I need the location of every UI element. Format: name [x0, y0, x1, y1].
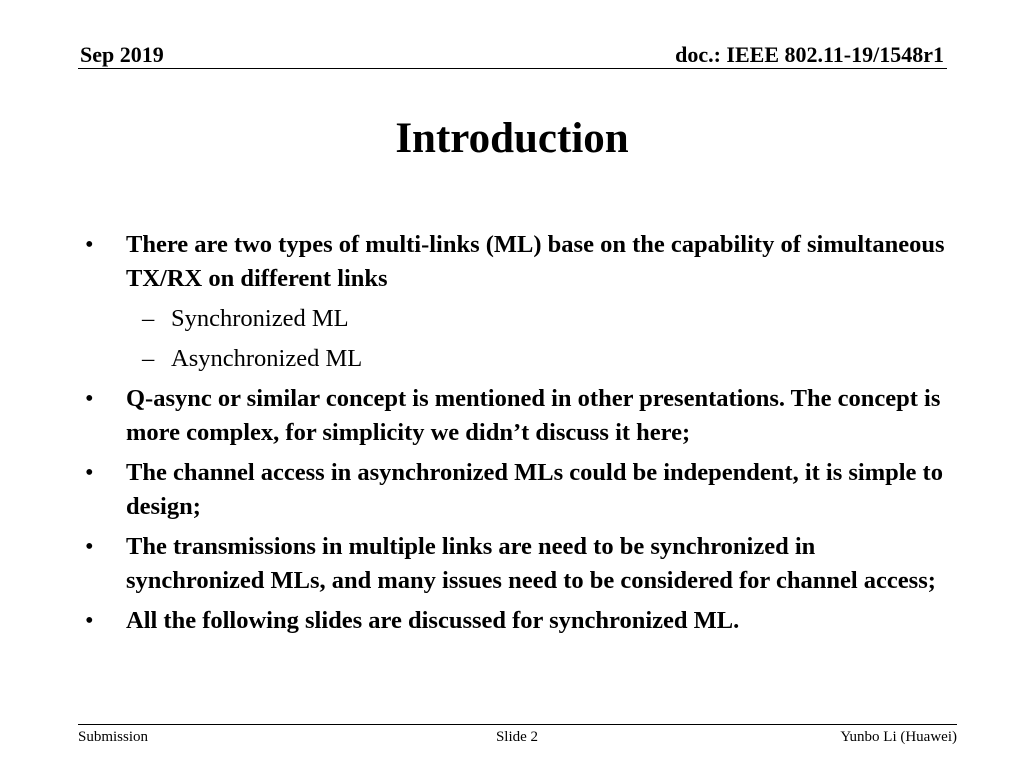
sub-bullet-item: [80, 342, 950, 376]
slide-content: [80, 228, 950, 644]
bullet-text: There are two types of multi-links (ML) base on the capability of simultaneous TX/RX on different links: [126, 231, 945, 292]
sub-bullet-text: Asynchronized ML: [171, 345, 363, 372]
bullet-item: [80, 382, 950, 450]
dash-icon: –: [142, 345, 155, 372]
bullet-dot-icon: •: [85, 459, 94, 486]
header-divider: [78, 68, 947, 69]
bullet-dot-icon: •: [85, 533, 94, 560]
header-doc-id: doc.: IEEE 802.11-19/1548r1: [675, 42, 944, 67]
footer-author: Yunbo Li (Huawei): [840, 729, 957, 745]
slide-title: Introduction: [395, 115, 629, 162]
bullet-item: [80, 456, 950, 524]
footer-divider: [78, 724, 957, 725]
sub-bullet-text: Synchronized ML: [171, 305, 349, 332]
bullet-text: The transmissions in multiple links are need to be synchronized in synchronized MLs, and many issues need to be considered for channel access;: [126, 533, 936, 594]
bullet-item: [80, 530, 950, 598]
header-date: Sep 2019: [80, 42, 164, 67]
bullet-dot-icon: •: [85, 607, 94, 634]
bullet-dot-icon: •: [85, 385, 94, 412]
footer-slide-number: Slide 2: [495, 729, 539, 745]
footer-submission: Submission: [78, 729, 149, 745]
bullet-dot-icon: •: [85, 231, 94, 258]
bullet-item: [80, 604, 950, 638]
bullet-item: [80, 228, 950, 296]
bullet-text: The channel access in asynchronized MLs could be independent, it is simple to design;: [126, 459, 943, 520]
sub-bullet-item: [80, 302, 950, 336]
bullet-text: All the following slides are discussed for synchronized ML.: [126, 607, 740, 634]
dash-icon: –: [142, 305, 155, 332]
bullet-text: Q-async or similar concept is mentioned in other presentations. The concept is more complex, for simplicity we didn’t discuss it here;: [126, 385, 941, 446]
